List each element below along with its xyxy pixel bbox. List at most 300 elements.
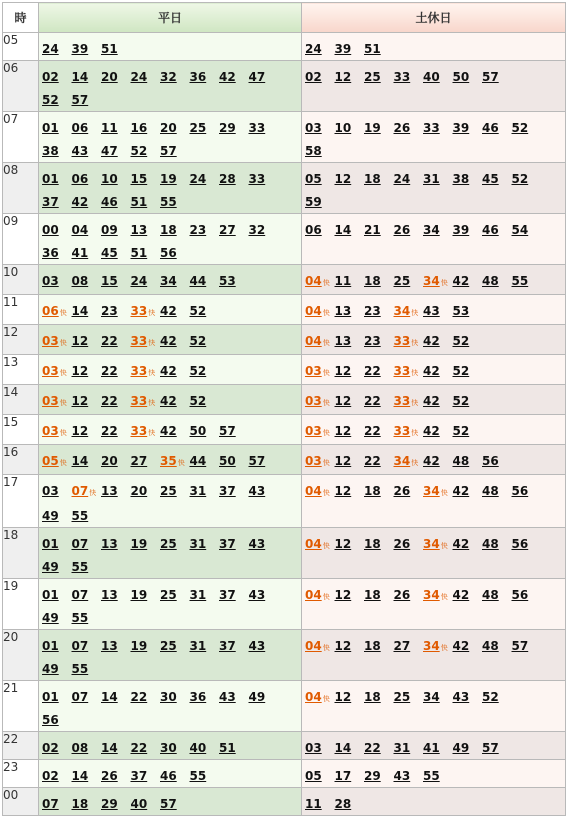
departure-minute[interactable] <box>72 390 102 412</box>
departure-minute[interactable] <box>453 390 483 412</box>
departure-minute-link[interactable]: 02 <box>305 70 322 84</box>
departure-minute-link[interactable]: 04 <box>305 304 322 318</box>
departure-minute-link[interactable]: 08 <box>71 274 89 288</box>
departure-minute-link[interactable]: 03 <box>305 364 322 378</box>
departure-minute[interactable] <box>482 533 512 555</box>
departure-minute-link[interactable]: 07 <box>71 588 89 602</box>
departure-minute[interactable] <box>394 584 424 606</box>
departure-minute[interactable] <box>305 737 335 759</box>
departure-minute-link[interactable]: 45 <box>482 172 499 186</box>
departure-minute[interactable] <box>249 635 279 657</box>
departure-minute[interactable] <box>131 242 161 264</box>
departure-minute[interactable] <box>72 686 102 708</box>
departure-minute-link[interactable]: 53 <box>452 304 470 318</box>
departure-minute[interactable] <box>160 191 190 213</box>
departure-minute-link[interactable]: 49 <box>248 690 266 704</box>
departure-minute-link[interactable]: 14 <box>71 769 89 783</box>
departure-minute-link[interactable]: 34 <box>423 274 440 288</box>
departure-minute[interactable] <box>249 168 279 190</box>
departure-minute-link[interactable]: 10 <box>334 121 352 135</box>
departure-minute-link[interactable]: 18 <box>364 274 381 288</box>
departure-minute[interactable] <box>72 584 102 606</box>
departure-minute[interactable] <box>512 480 542 502</box>
departure-minute-link[interactable]: 52 <box>42 93 59 107</box>
departure-minute-link[interactable]: 42 <box>160 334 177 348</box>
departure-minute-link[interactable]: 26 <box>393 121 411 135</box>
departure-minute-link[interactable]: 52 <box>452 364 470 378</box>
departure-minute-link[interactable]: 55 <box>71 560 89 574</box>
departure-minute-link[interactable]: 07 <box>71 639 89 653</box>
departure-minute-link[interactable]: 04 <box>305 484 322 498</box>
departure-minute-link[interactable]: 31 <box>189 588 207 602</box>
departure-minute-link[interactable]: 07 <box>71 537 89 551</box>
departure-minute[interactable] <box>305 330 335 354</box>
departure-minute-link[interactable]: 13 <box>334 334 352 348</box>
departure-minute[interactable] <box>512 117 542 139</box>
departure-minute[interactable] <box>131 390 161 414</box>
departure-minute[interactable] <box>190 420 220 442</box>
departure-minute-link[interactable]: 22 <box>364 364 381 378</box>
departure-minute-link[interactable]: 34 <box>423 690 440 704</box>
departure-minute[interactable] <box>190 635 220 657</box>
departure-minute[interactable] <box>423 270 453 294</box>
departure-minute-link[interactable]: 24 <box>42 42 59 56</box>
departure-minute[interactable] <box>219 450 249 472</box>
departure-minute-link[interactable]: 49 <box>42 509 59 523</box>
departure-minute[interactable] <box>423 420 453 442</box>
departure-minute[interactable] <box>305 168 335 190</box>
departure-minute-link[interactable]: 41 <box>71 246 89 260</box>
departure-minute-link[interactable]: 53 <box>219 274 236 288</box>
departure-minute[interactable] <box>335 533 365 555</box>
departure-minute-link[interactable]: 38 <box>452 172 470 186</box>
departure-minute[interactable] <box>305 38 335 60</box>
departure-minute[interactable] <box>72 737 102 759</box>
departure-minute-link[interactable]: 06 <box>71 172 89 186</box>
departure-minute-link[interactable]: 13 <box>130 223 148 237</box>
departure-minute-link[interactable]: 49 <box>42 560 59 574</box>
departure-minute-link[interactable]: 18 <box>364 588 381 602</box>
departure-minute-link[interactable]: 18 <box>71 797 89 811</box>
departure-minute-link[interactable]: 33 <box>423 121 440 135</box>
departure-minute-link[interactable]: 41 <box>423 741 440 755</box>
departure-minute-link[interactable]: 29 <box>219 121 236 135</box>
departure-minute[interactable] <box>453 533 483 555</box>
departure-minute-link[interactable]: 12 <box>334 639 352 653</box>
departure-minute-link[interactable]: 55 <box>423 769 440 783</box>
departure-minute-link[interactable]: 34 <box>423 484 440 498</box>
departure-minute[interactable] <box>423 360 453 382</box>
departure-minute-link[interactable]: 14 <box>334 223 352 237</box>
departure-minute[interactable] <box>335 117 365 139</box>
departure-minute[interactable] <box>160 635 190 657</box>
departure-minute[interactable] <box>305 66 335 88</box>
departure-minute[interactable] <box>423 765 453 787</box>
departure-minute[interactable] <box>42 191 72 213</box>
departure-minute-link[interactable]: 33 <box>393 70 411 84</box>
departure-minute[interactable] <box>453 66 483 88</box>
departure-minute[interactable] <box>160 219 190 241</box>
departure-minute[interactable] <box>190 300 220 322</box>
departure-minute[interactable] <box>190 450 220 472</box>
departure-minute[interactable] <box>131 480 161 502</box>
departure-minute[interactable] <box>190 117 220 139</box>
departure-minute[interactable] <box>131 117 161 139</box>
departure-minute[interactable] <box>249 450 279 472</box>
departure-minute[interactable] <box>131 450 161 472</box>
departure-minute-link[interactable]: 16 <box>130 121 148 135</box>
departure-minute-link[interactable]: 31 <box>189 484 207 498</box>
departure-minute[interactable] <box>101 140 131 162</box>
departure-minute[interactable] <box>72 505 102 527</box>
departure-minute[interactable] <box>190 686 220 708</box>
departure-minute[interactable] <box>160 390 190 412</box>
departure-minute[interactable] <box>305 270 335 294</box>
departure-minute[interactable] <box>42 480 72 502</box>
departure-minute-link[interactable]: 13 <box>101 639 118 653</box>
departure-minute[interactable] <box>72 635 102 657</box>
departure-minute[interactable] <box>131 360 161 384</box>
departure-minute-link[interactable]: 25 <box>393 690 411 704</box>
departure-minute[interactable] <box>453 270 483 292</box>
departure-minute-link[interactable]: 51 <box>101 42 118 56</box>
departure-minute[interactable] <box>72 117 102 139</box>
departure-minute[interactable] <box>394 270 424 292</box>
departure-minute[interactable] <box>42 360 72 384</box>
departure-minute[interactable] <box>394 168 424 190</box>
departure-minute[interactable] <box>131 270 161 292</box>
departure-minute-link[interactable]: 42 <box>71 195 89 209</box>
departure-minute[interactable] <box>423 219 453 241</box>
departure-minute[interactable] <box>42 533 72 555</box>
departure-minute-link[interactable]: 03 <box>42 484 59 498</box>
departure-minute[interactable] <box>219 117 249 139</box>
departure-minute-link[interactable]: 04 <box>305 690 322 704</box>
departure-minute-link[interactable]: 02 <box>42 769 59 783</box>
departure-minute[interactable] <box>72 765 102 787</box>
departure-minute-link[interactable]: 46 <box>482 121 499 135</box>
departure-minute[interactable] <box>335 390 365 412</box>
departure-minute-link[interactable]: 49 <box>452 741 470 755</box>
departure-minute-link[interactable]: 04 <box>305 537 322 551</box>
departure-minute-link[interactable]: 18 <box>364 690 381 704</box>
departure-minute-link[interactable]: 43 <box>423 304 440 318</box>
departure-minute[interactable] <box>394 360 424 384</box>
departure-minute-link[interactable]: 56 <box>511 484 529 498</box>
departure-minute[interactable] <box>131 219 161 241</box>
departure-minute-link[interactable]: 27 <box>393 639 411 653</box>
departure-minute-link[interactable]: 55 <box>160 195 177 209</box>
departure-minute[interactable] <box>101 793 131 815</box>
departure-minute[interactable] <box>42 709 72 731</box>
departure-minute[interactable] <box>335 793 365 815</box>
departure-minute-link[interactable]: 25 <box>393 274 411 288</box>
departure-minute[interactable] <box>423 450 453 472</box>
departure-minute[interactable] <box>101 117 131 139</box>
departure-minute[interactable] <box>335 38 365 60</box>
departure-minute[interactable] <box>160 793 190 815</box>
departure-minute-link[interactable]: 21 <box>364 223 381 237</box>
departure-minute-link[interactable]: 52 <box>482 690 499 704</box>
departure-minute-link[interactable]: 57 <box>248 454 266 468</box>
departure-minute-link[interactable]: 48 <box>482 588 499 602</box>
departure-minute[interactable] <box>394 765 424 787</box>
departure-minute-link[interactable]: 29 <box>364 769 381 783</box>
departure-minute[interactable] <box>42 242 72 264</box>
departure-minute[interactable] <box>160 584 190 606</box>
departure-minute[interactable] <box>42 66 72 88</box>
departure-minute-link[interactable]: 28 <box>219 172 236 186</box>
departure-minute[interactable] <box>305 635 335 659</box>
departure-minute-link[interactable]: 52 <box>511 172 529 186</box>
departure-minute-link[interactable]: 28 <box>334 797 352 811</box>
departure-minute-link[interactable]: 30 <box>160 690 177 704</box>
departure-minute[interactable] <box>482 686 512 708</box>
departure-minute-link[interactable]: 49 <box>42 611 59 625</box>
departure-minute-link[interactable]: 48 <box>452 454 470 468</box>
departure-minute[interactable] <box>219 686 249 708</box>
departure-minute-link[interactable]: 56 <box>482 454 499 468</box>
departure-minute-link[interactable]: 12 <box>334 424 352 438</box>
departure-minute-link[interactable]: 55 <box>189 769 207 783</box>
departure-minute-link[interactable]: 34 <box>423 588 440 602</box>
departure-minute-link[interactable]: 40 <box>423 70 440 84</box>
departure-minute-link[interactable]: 03 <box>42 364 59 378</box>
departure-minute-link[interactable]: 26 <box>393 223 411 237</box>
departure-minute-link[interactable]: 02 <box>42 70 59 84</box>
departure-minute[interactable] <box>219 480 249 502</box>
departure-minute[interactable] <box>394 117 424 139</box>
departure-minute-link[interactable]: 23 <box>364 304 381 318</box>
departure-minute-link[interactable]: 14 <box>71 454 89 468</box>
departure-minute-link[interactable]: 22 <box>364 424 381 438</box>
departure-minute[interactable] <box>42 330 72 354</box>
departure-minute-link[interactable]: 22 <box>101 334 118 348</box>
departure-minute[interactable] <box>364 270 394 292</box>
departure-minute[interactable] <box>42 420 72 444</box>
departure-minute-link[interactable]: 27 <box>219 223 236 237</box>
departure-minute-link[interactable]: 26 <box>393 588 411 602</box>
departure-minute[interactable] <box>249 117 279 139</box>
departure-minute-link[interactable]: 12 <box>334 454 352 468</box>
departure-minute-link[interactable]: 34 <box>393 304 411 318</box>
departure-minute[interactable] <box>190 584 220 606</box>
departure-minute-link[interactable]: 25 <box>160 537 177 551</box>
departure-minute-link[interactable]: 03 <box>305 394 322 408</box>
departure-minute-link[interactable]: 18 <box>160 223 177 237</box>
departure-minute[interactable] <box>394 219 424 241</box>
departure-minute[interactable] <box>190 219 220 241</box>
departure-minute[interactable] <box>72 480 102 504</box>
departure-minute-link[interactable]: 44 <box>189 274 207 288</box>
departure-minute[interactable] <box>305 480 335 504</box>
departure-minute-link[interactable]: 11 <box>305 797 322 811</box>
departure-minute-link[interactable]: 03 <box>305 454 322 468</box>
departure-minute[interactable] <box>42 450 72 474</box>
departure-minute-link[interactable]: 12 <box>71 394 89 408</box>
departure-minute-link[interactable]: 42 <box>452 274 470 288</box>
departure-minute-link[interactable]: 15 <box>101 274 118 288</box>
departure-minute[interactable] <box>453 737 483 759</box>
departure-minute-link[interactable]: 18 <box>364 484 381 498</box>
departure-minute-link[interactable]: 27 <box>130 454 148 468</box>
departure-minute[interactable] <box>423 686 453 708</box>
departure-minute-link[interactable]: 13 <box>101 484 118 498</box>
departure-minute[interactable] <box>131 168 161 190</box>
departure-minute[interactable] <box>423 168 453 190</box>
departure-minute[interactable] <box>335 330 365 352</box>
departure-minute-link[interactable]: 44 <box>189 454 207 468</box>
departure-minute[interactable] <box>364 737 394 759</box>
departure-minute[interactable] <box>249 584 279 606</box>
departure-minute-link[interactable]: 25 <box>364 70 381 84</box>
departure-minute[interactable] <box>160 300 190 322</box>
departure-minute[interactable] <box>423 66 453 88</box>
departure-minute-link[interactable]: 22 <box>130 741 148 755</box>
departure-minute-link[interactable]: 05 <box>305 769 322 783</box>
departure-minute-link[interactable]: 56 <box>511 588 529 602</box>
departure-minute[interactable] <box>364 38 394 60</box>
departure-minute[interactable] <box>453 360 483 382</box>
departure-minute[interactable] <box>482 168 512 190</box>
departure-minute[interactable] <box>160 533 190 555</box>
departure-minute-link[interactable]: 24 <box>189 172 207 186</box>
departure-minute[interactable] <box>364 66 394 88</box>
departure-minute[interactable] <box>42 658 72 680</box>
departure-minute-link[interactable]: 43 <box>248 484 266 498</box>
departure-minute[interactable] <box>72 330 102 352</box>
departure-minute-link[interactable]: 34 <box>160 274 177 288</box>
departure-minute[interactable] <box>160 168 190 190</box>
departure-minute-link[interactable]: 37 <box>42 195 59 209</box>
departure-minute-link[interactable]: 32 <box>160 70 177 84</box>
departure-minute-link[interactable]: 39 <box>452 121 470 135</box>
departure-minute[interactable] <box>72 658 102 680</box>
departure-minute-link[interactable]: 19 <box>130 639 148 653</box>
departure-minute[interactable] <box>219 168 249 190</box>
departure-minute-link[interactable]: 34 <box>393 454 411 468</box>
departure-minute-link[interactable]: 25 <box>160 639 177 653</box>
departure-minute[interactable] <box>482 117 512 139</box>
departure-minute[interactable] <box>101 420 131 442</box>
departure-minute-link[interactable]: 52 <box>189 334 207 348</box>
departure-minute[interactable] <box>72 66 102 88</box>
departure-minute[interactable] <box>72 533 102 555</box>
departure-minute[interactable] <box>72 38 102 60</box>
departure-minute-link[interactable]: 38 <box>42 144 59 158</box>
departure-minute[interactable] <box>72 140 102 162</box>
departure-minute-link[interactable]: 19 <box>364 121 381 135</box>
departure-minute-link[interactable]: 57 <box>482 70 499 84</box>
departure-minute[interactable] <box>249 533 279 555</box>
departure-minute[interactable] <box>219 635 249 657</box>
departure-minute-link[interactable]: 02 <box>42 741 59 755</box>
departure-minute[interactable] <box>101 686 131 708</box>
departure-minute-link[interactable]: 18 <box>364 537 381 551</box>
departure-minute[interactable] <box>305 117 335 139</box>
departure-minute-link[interactable]: 06 <box>71 121 89 135</box>
departure-minute-link[interactable]: 05 <box>305 172 322 186</box>
departure-minute-link[interactable]: 24 <box>130 70 148 84</box>
departure-minute[interactable] <box>453 219 483 241</box>
departure-minute-link[interactable]: 40 <box>130 797 148 811</box>
departure-minute-link[interactable]: 14 <box>101 741 118 755</box>
departure-minute-link[interactable]: 20 <box>101 454 118 468</box>
departure-minute[interactable] <box>453 450 483 472</box>
departure-minute-link[interactable]: 48 <box>482 484 499 498</box>
departure-minute-link[interactable]: 01 <box>42 537 59 551</box>
departure-minute-link[interactable]: 46 <box>160 769 177 783</box>
departure-minute[interactable] <box>364 168 394 190</box>
departure-minute-link[interactable]: 10 <box>101 172 118 186</box>
departure-minute[interactable] <box>42 168 72 190</box>
departure-minute-link[interactable]: 12 <box>334 172 352 186</box>
departure-minute[interactable] <box>190 330 220 352</box>
departure-minute[interactable] <box>42 793 72 815</box>
departure-minute[interactable] <box>160 420 190 442</box>
departure-minute[interactable] <box>335 635 365 657</box>
departure-minute-link[interactable]: 37 <box>219 639 236 653</box>
departure-minute-link[interactable]: 32 <box>248 223 266 237</box>
departure-minute-link[interactable]: 23 <box>101 304 118 318</box>
departure-minute-link[interactable]: 07 <box>71 690 89 704</box>
departure-minute-link[interactable]: 22 <box>101 394 118 408</box>
departure-minute-link[interactable]: 36 <box>189 690 207 704</box>
departure-minute[interactable] <box>482 635 512 657</box>
departure-minute[interactable] <box>335 737 365 759</box>
departure-minute-link[interactable]: 58 <box>305 144 322 158</box>
departure-minute[interactable] <box>305 533 335 557</box>
departure-minute[interactable] <box>160 737 190 759</box>
departure-minute-link[interactable]: 52 <box>189 394 207 408</box>
departure-minute-link[interactable]: 12 <box>71 334 89 348</box>
departure-minute[interactable] <box>394 686 424 708</box>
departure-minute[interactable] <box>131 66 161 88</box>
departure-minute[interactable] <box>305 390 335 414</box>
departure-minute-link[interactable]: 40 <box>189 741 207 755</box>
departure-minute[interactable] <box>160 480 190 502</box>
departure-minute[interactable] <box>101 737 131 759</box>
departure-minute[interactable] <box>394 300 424 324</box>
departure-minute[interactable] <box>335 219 365 241</box>
departure-minute-link[interactable]: 39 <box>334 42 352 56</box>
departure-minute-link[interactable]: 31 <box>189 639 207 653</box>
departure-minute-link[interactable]: 59 <box>305 195 322 209</box>
departure-minute[interactable] <box>131 140 161 162</box>
departure-minute-link[interactable]: 15 <box>130 172 148 186</box>
departure-minute[interactable] <box>394 737 424 759</box>
departure-minute[interactable] <box>42 117 72 139</box>
departure-minute-link[interactable]: 13 <box>101 537 118 551</box>
departure-minute[interactable] <box>305 219 335 241</box>
departure-minute[interactable] <box>482 270 512 292</box>
departure-minute[interactable] <box>394 450 424 474</box>
departure-minute[interactable] <box>423 390 453 412</box>
departure-minute-link[interactable]: 45 <box>101 246 118 260</box>
departure-minute[interactable] <box>219 420 249 442</box>
departure-minute-link[interactable]: 42 <box>423 334 440 348</box>
departure-minute[interactable] <box>423 480 453 504</box>
departure-minute[interactable] <box>453 117 483 139</box>
departure-minute-link[interactable]: 51 <box>219 741 236 755</box>
departure-minute[interactable] <box>219 533 249 555</box>
departure-minute-link[interactable]: 33 <box>130 364 148 378</box>
departure-minute-link[interactable]: 42 <box>160 364 177 378</box>
departure-minute-link[interactable]: 54 <box>511 223 529 237</box>
departure-minute-link[interactable]: 33 <box>393 394 411 408</box>
departure-minute[interactable] <box>335 168 365 190</box>
departure-minute[interactable] <box>305 686 335 710</box>
